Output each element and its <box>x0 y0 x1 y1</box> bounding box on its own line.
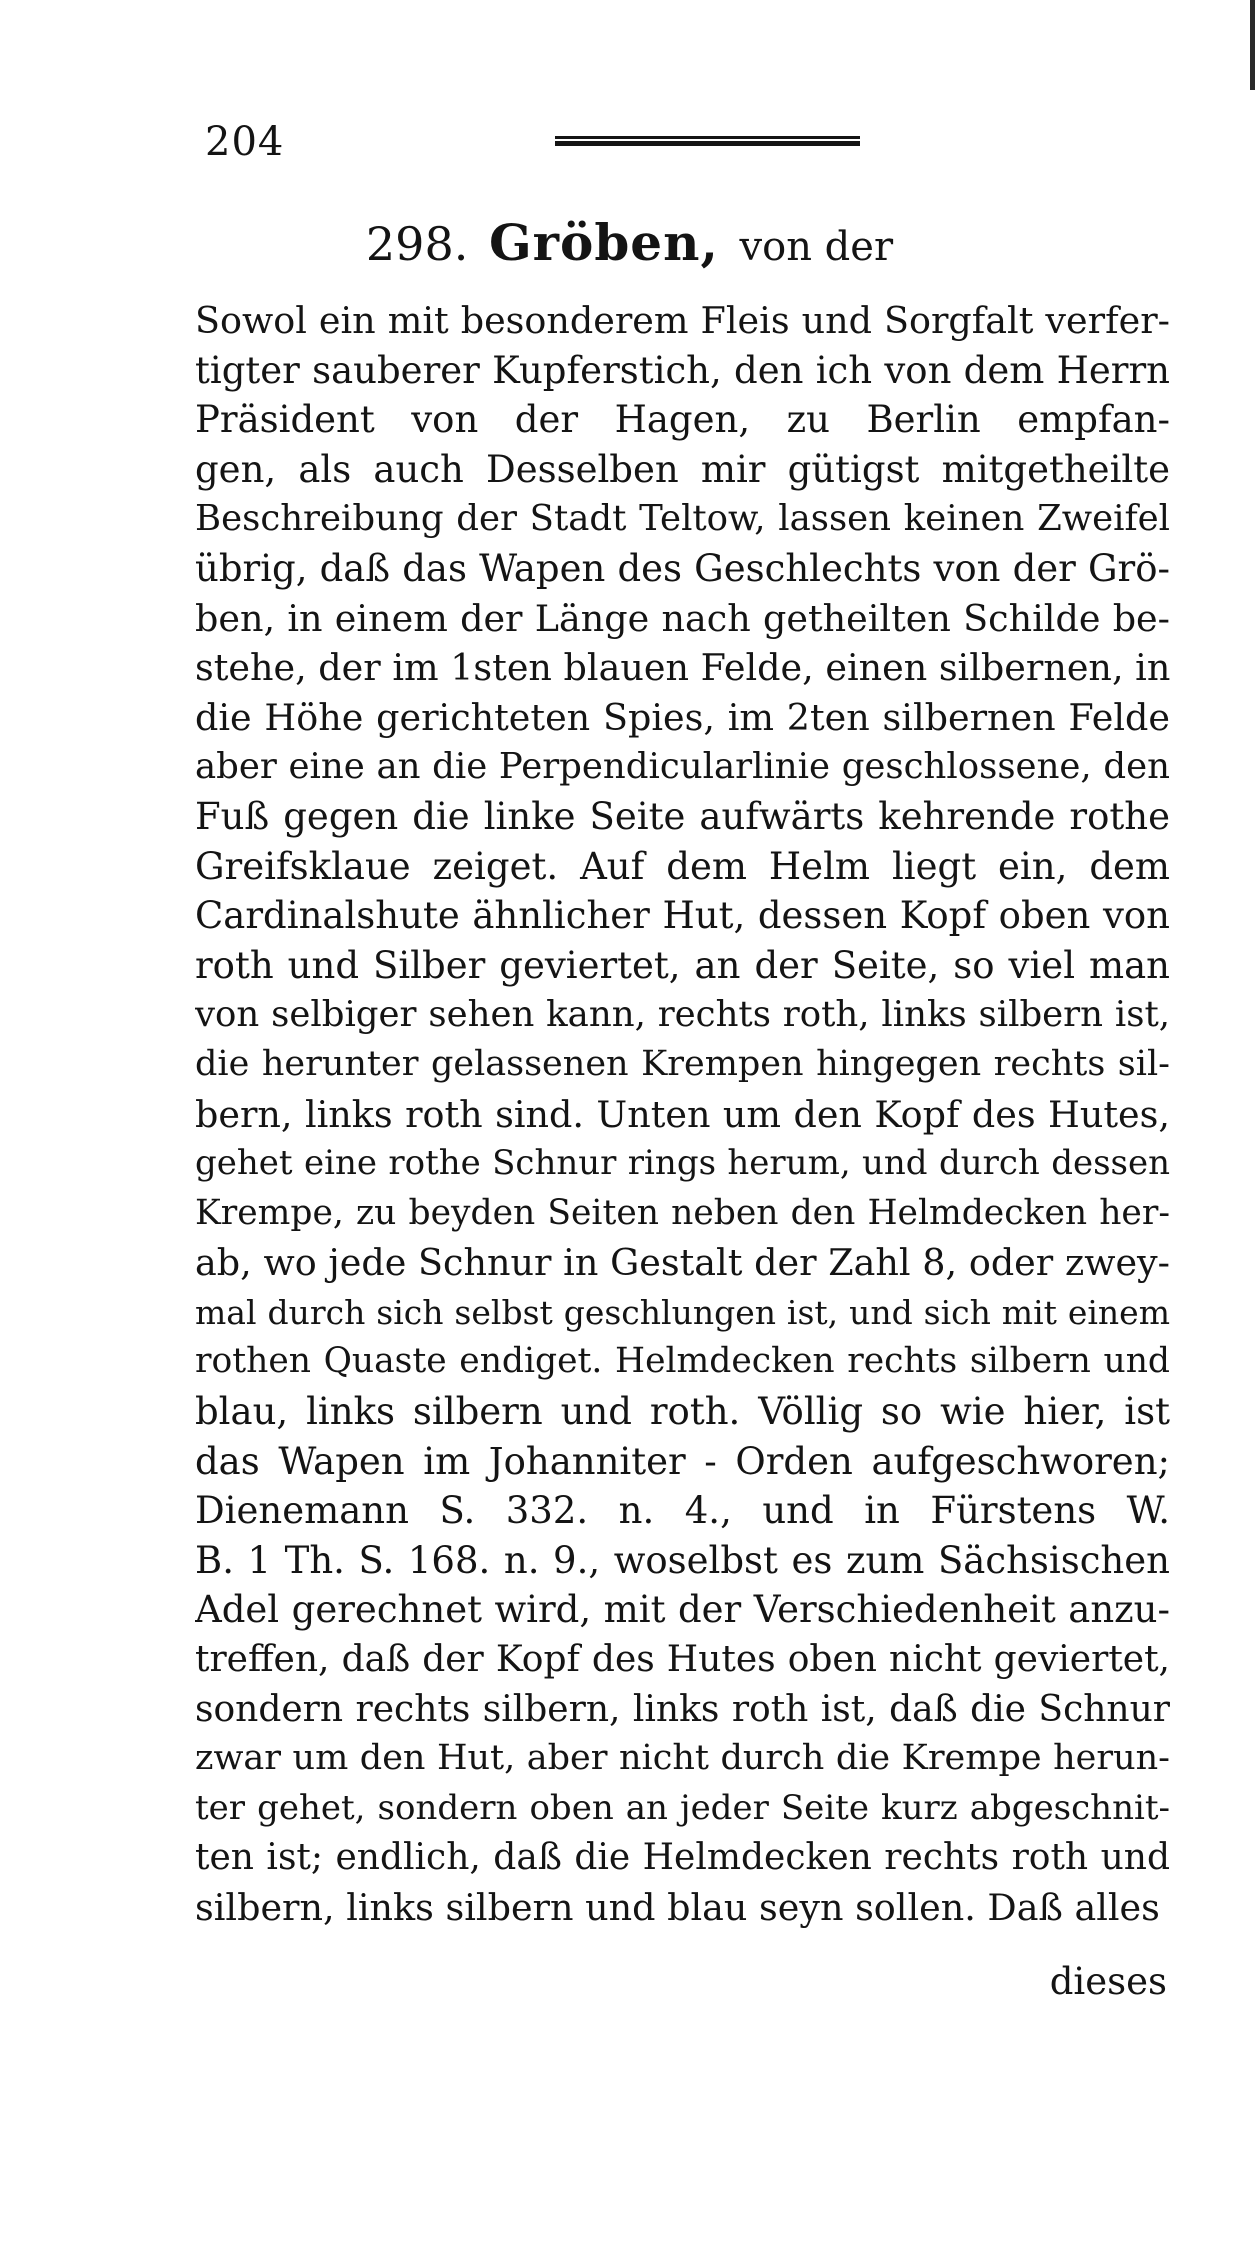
text-line: Cardinalshute ähnlicher Hut, dessen Kopf oben von <box>195 894 1170 938</box>
body-text <box>195 296 1170 1933</box>
text-line: Krempe, zu beyden Seiten neben den Helmdecken her- <box>195 1192 1170 1233</box>
text-line: Dienemann S. 332. n. 4., und in Fürstens W. <box>195 1489 1170 1533</box>
text-line: Präsident von der Hagen, zu Berlin empfan- <box>195 398 1170 442</box>
entry-heading-rest: von der <box>739 224 894 270</box>
scan-edge-mark <box>1250 0 1255 90</box>
text-line: treffen, daß der Kopf des Hutes oben nicht geviertet, <box>195 1639 1170 1681</box>
text-line: die Höhe gerichteten Spies, im 2ten silbernen Felde <box>195 695 1170 739</box>
text-line: gehet eine rothe Schnur rings herum, und durch dessen <box>195 1143 1170 1184</box>
text-line: Adel gerechnet wird, mit der Verschiedenheit anzu- <box>195 1588 1170 1632</box>
text-line: B. 1 Th. S. 168. n. 9., woselbst es zum Sächsischen <box>195 1538 1170 1582</box>
text-line: tigter sauberer Kupferstich, den ich von dem Herrn <box>195 348 1170 392</box>
entry-family-name: Gröben, <box>488 213 719 272</box>
text-line: sondern rechts silbern, links roth ist, daß die Schnur <box>195 1688 1170 1730</box>
text-line: das Wapen im Johanniter - Orden aufgeschworen; <box>195 1439 1170 1483</box>
text-line: rothen Quaste endiget. Helmdecken rechts silbern und <box>195 1341 1170 1382</box>
text-line: Beschreibung der Stadt Teltow, lassen keinen Zweifel <box>195 498 1170 540</box>
text-line: bern, links roth sind. Unten um den Kopf des Hutes, <box>195 1092 1170 1136</box>
text-line: mal durch sich selbst geschlungen ist, und sich mit einem <box>195 1292 1170 1332</box>
text-line: gen, als auch Desselben mir gütigst mitgetheilte <box>195 447 1170 491</box>
entry-number: 298. <box>365 217 469 271</box>
text-line: übrig, daß das Wapen des Geschlechts von der Grö- <box>195 546 1170 590</box>
text-line: ab, wo jede Schnur in Gestalt der Zahl 8, oder zwey- <box>195 1241 1170 1285</box>
catchword: dieses <box>1049 1960 1167 2003</box>
text-line: ben, in einem der Länge nach getheilten Schilde be- <box>195 596 1170 640</box>
header-rule-thick <box>555 141 860 146</box>
text-line: roth und Silber geviertet, an der Seite, so viel man <box>195 943 1170 987</box>
header-rule-thin <box>555 136 860 139</box>
entry-heading <box>0 213 1259 272</box>
text-line: zwar um den Hut, aber nicht durch die Krempe herun- <box>195 1738 1170 1779</box>
text-line: ter gehet, sondern oben an jeder Seite kurz abgeschnit- <box>195 1787 1170 1828</box>
text-line: die herunter gelassenen Krempen hingegen rechts sil- <box>195 1043 1170 1084</box>
text-line: von selbiger sehen kann, rechts roth, links silbern ist, <box>195 994 1170 1036</box>
text-line: silbern, links silbern und blau seyn sollen. Daß alles <box>195 1886 1160 1929</box>
text-line: blau, links silbern und roth. Völlig so wie hier, ist <box>195 1390 1170 1434</box>
page-number: 204 <box>205 119 285 165</box>
text-line: aber eine an die Perpendicularlinie geschlossene, den <box>195 746 1170 788</box>
text-line: Sowol ein mit besonderem Fleis und Sorgfalt verfer- <box>195 299 1170 342</box>
text-line: Greifsklaue zeiget. Auf dem Helm liegt ein, dem <box>195 844 1170 888</box>
text-line: Fuß gegen die linke Seite aufwärts kehrende rothe <box>195 794 1170 838</box>
header-rule <box>555 136 860 148</box>
text-line: ten ist; endlich, daß die Helmdecken rechts roth und <box>195 1837 1170 1879</box>
text-line: stehe, der im 1sten blauen Felde, einen silbernen, in <box>195 646 1170 690</box>
